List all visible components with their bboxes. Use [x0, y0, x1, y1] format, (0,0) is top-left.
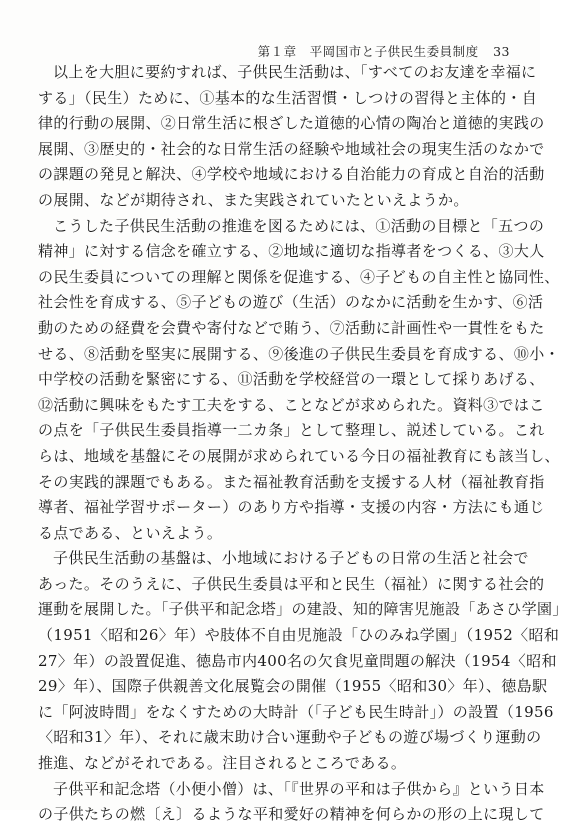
- text-line: 動のための経費を会費や寄付などで賄う、⑦活動に計画性や一貫性をもた: [38, 318, 545, 337]
- text-line: 子供平和記念塔（小便小僧）は、「『世界の平和は子供から』という日本: [53, 779, 545, 798]
- text-line: その実践的課題でもある。また福祉教育活動を支援する人材（福祉教育指: [38, 472, 545, 491]
- text-line: 導者、福祉学習サポーター）のあり方や指導・支援の内容・方法にも通じ: [38, 498, 545, 517]
- text-line: こうした子供民生活動の推進を図るためには、①活動の目標と「五つの: [53, 216, 545, 235]
- body-text: [38, 60, 568, 828]
- text-line: 推進、などがそれである。注目されるところである。: [38, 754, 407, 773]
- text-line: （1951〈昭和26〉年）や肢体不自由児施設「ひのみね学園」（1952〈昭和: [38, 626, 560, 645]
- text-line: する」（民生）ために、①基本的な生活習慣・しつけの習得と主体的・自: [38, 88, 538, 107]
- text-line: る点である、といえよう。: [38, 523, 223, 542]
- text-line: 精神」に対する信念を確立する、②地域に適切な指導者をつくる、③大人: [38, 242, 545, 261]
- text-line: らは、地域を基盤にその展開が求められている今日の福祉教育にも該当し、: [38, 446, 560, 465]
- text-line: 社会性を育成する、⑤子どもの遊び（生活）のなかに活動を生かす、⑥活: [38, 293, 544, 312]
- text-line: 〈昭和31〉年）、それに歳末助け合い運動や子どもの遊び場づくり運動の: [38, 728, 542, 747]
- text-line: の展開、などが期待され、また実践されていたといえようか。: [38, 190, 469, 209]
- text-line: 子供民生活動の基盤は、小地域における子どもの日常の生活と社会で: [53, 549, 529, 568]
- text-line: ⑫活動に興味をもたす工夫をする、ことなどが求められた。資料③ではこ: [38, 395, 545, 414]
- text-line: 運動を展開した。「子供平和記念塔」の建設、知的障害児施設「あさひ学園」: [38, 600, 568, 619]
- text-line: あった。そのうえに、子供民生委員は平和と民生（福祉）に関する社会的: [38, 574, 545, 593]
- page-number: 33: [493, 44, 510, 59]
- text-line: に「阿波時間」をなくすための大時計（「子ども民生時計」）の設置（1956: [38, 702, 554, 721]
- running-header: [258, 42, 510, 60]
- text-line: 中学校の活動を緊密にする、⑪活動を学校経営の一環として採りあげる、: [38, 370, 545, 389]
- text-line: の子供たちの燃〔え〕るような平和愛好の精神を何らかの形の上に現して: [38, 805, 545, 824]
- text-line: の点を「子供民生委員指導一二カ条」として整理し、説述している。これ: [38, 421, 545, 440]
- text-line: 29〉年）、国際子供親善文化展覧会の開催（1955〈昭和30〉年）、徳島駅: [38, 677, 548, 696]
- text-line: の民生委員についての理解と関係を促進する、④子どもの自主性と協同性、: [38, 267, 560, 286]
- text-line: せる、⑧活動を堅実に展開する、⑨後進の子供民生委員を育成する、⑩小・: [38, 344, 560, 363]
- chapter-title: 第１章 平岡国市と子供民生委員制度: [257, 44, 479, 59]
- text-line: 律的行動の展開、②日常生活に根ざした道徳的心情の陶冶と道徳的実践の: [38, 114, 545, 133]
- text-line: 展開、③歴史的・社会的な日常生活の経験や地域社会の現実生活のなかで: [38, 139, 545, 158]
- text-line: 27〉年）の設置促進、徳島市内400名の欠食児童問題の解決（1954〈昭和: [38, 651, 557, 670]
- text-line: の課題の発見と解決、④学校や地域における自治能力の育成と自治的活動: [38, 165, 545, 184]
- text-line: 以上を大胆に要約すれば、子供民生活動は、「すべてのお友達を幸福に: [53, 63, 537, 81]
